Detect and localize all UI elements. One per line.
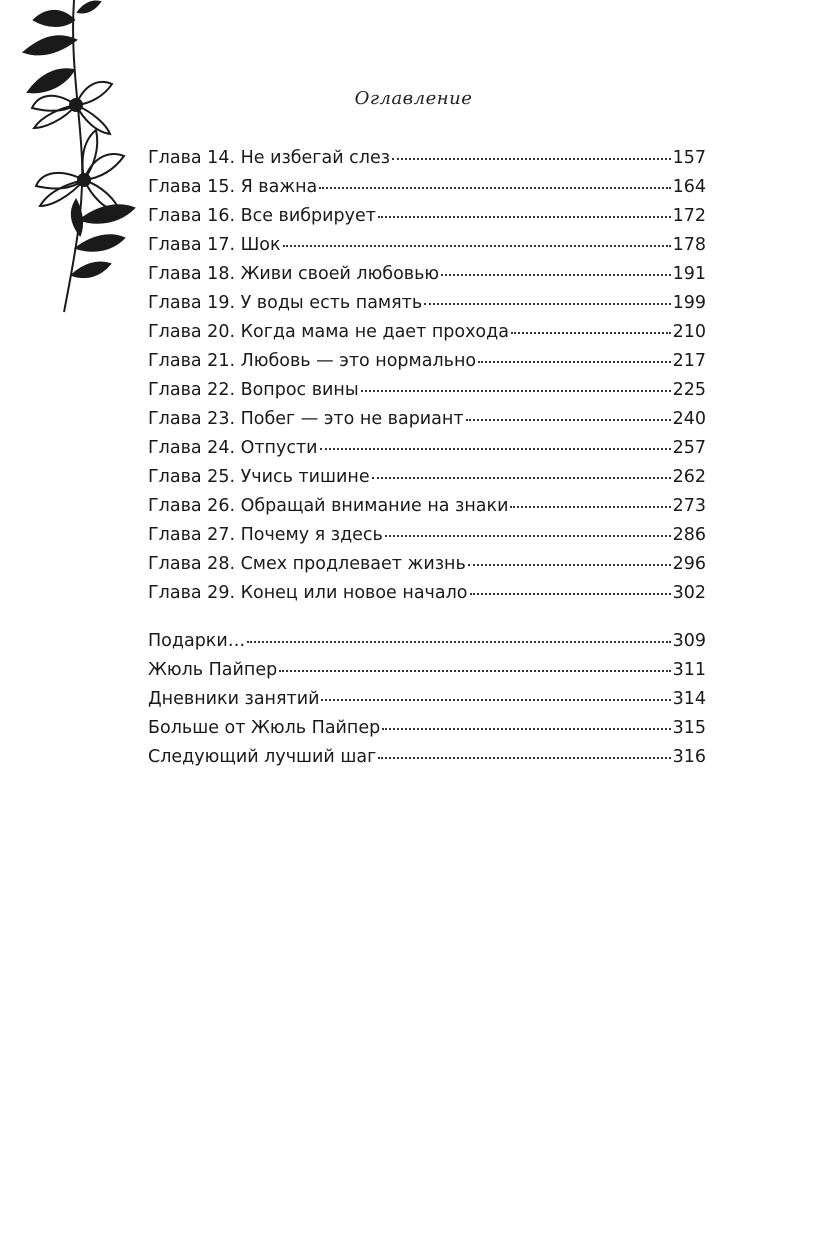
entry-page: 315 bbox=[672, 718, 706, 738]
dot-leader bbox=[247, 641, 670, 643]
dot-leader bbox=[378, 757, 670, 759]
toc-entry[interactable] bbox=[148, 144, 706, 173]
entry-page: 157 bbox=[672, 148, 706, 168]
entry-label: Глава 17. Шок bbox=[148, 235, 281, 255]
entry-label: Глава 25. Учись тишине bbox=[148, 467, 370, 487]
entry-label: Глава 29. Конец или новое начало bbox=[148, 583, 468, 603]
dot-leader bbox=[372, 477, 671, 479]
entry-page: 273 bbox=[672, 496, 706, 516]
entry-label: Глава 19. У воды есть память bbox=[148, 293, 423, 313]
toc-entry[interactable] bbox=[148, 289, 706, 318]
entry-page: 164 bbox=[672, 177, 706, 197]
dot-leader bbox=[385, 535, 671, 537]
toc-entry[interactable] bbox=[148, 656, 706, 685]
extras-list bbox=[148, 627, 706, 772]
toc-entry[interactable] bbox=[148, 714, 706, 743]
entry-label: Подарки… bbox=[148, 631, 246, 651]
floral-branch-icon bbox=[14, 0, 144, 320]
entry-label: Глава 20. Когда мама не дает прохода bbox=[148, 322, 509, 342]
toc-entry[interactable] bbox=[148, 579, 706, 608]
dot-leader bbox=[392, 158, 671, 160]
entry-label: Глава 24. Отпусти bbox=[148, 438, 318, 458]
chapter-list bbox=[148, 144, 706, 608]
toc-entry[interactable] bbox=[148, 173, 706, 202]
entry-page: 314 bbox=[672, 689, 706, 709]
toc-entry[interactable] bbox=[148, 685, 706, 714]
toc-title: Оглавление bbox=[354, 88, 473, 109]
toc-entry[interactable] bbox=[148, 492, 706, 521]
entry-label: Глава 22. Вопрос вины bbox=[148, 380, 359, 400]
entry-label: Глава 26. Обращай внимание на знаки bbox=[148, 496, 509, 516]
entry-page: 309 bbox=[672, 631, 706, 651]
entry-label: Глава 16. Все вибрирует bbox=[148, 206, 376, 226]
toc-entry[interactable] bbox=[148, 231, 706, 260]
entry-page: 172 bbox=[672, 206, 706, 226]
toc-entry[interactable] bbox=[148, 405, 706, 434]
toc-entry[interactable] bbox=[148, 463, 706, 492]
entry-label: Дневники занятий bbox=[148, 689, 320, 709]
dot-leader bbox=[320, 448, 671, 450]
entry-label: Глава 15. Я важна bbox=[148, 177, 318, 197]
entry-page: 286 bbox=[672, 525, 706, 545]
toc-entry[interactable] bbox=[148, 550, 706, 579]
toc-entry[interactable] bbox=[148, 743, 706, 772]
entry-label: Глава 23. Побег — это не вариант bbox=[148, 409, 464, 429]
entry-page: 311 bbox=[672, 660, 706, 680]
dot-leader bbox=[361, 390, 671, 392]
dot-leader bbox=[470, 593, 671, 595]
entry-page: 262 bbox=[672, 467, 706, 487]
dot-leader bbox=[466, 419, 671, 421]
toc-entry[interactable] bbox=[148, 376, 706, 405]
dot-leader bbox=[441, 274, 670, 276]
dot-leader bbox=[424, 303, 670, 305]
dot-leader bbox=[510, 506, 670, 508]
entry-label: Глава 21. Любовь — это нормально bbox=[148, 351, 477, 371]
entry-label: Глава 28. Смех продлевает жизнь bbox=[148, 554, 466, 574]
dot-leader bbox=[382, 728, 670, 730]
dot-leader bbox=[511, 332, 671, 334]
dot-leader bbox=[279, 670, 670, 672]
entry-page: 240 bbox=[672, 409, 706, 429]
entry-label: Глава 18. Живи своей любовью bbox=[148, 264, 440, 284]
entry-label: Глава 27. Почему я здесь bbox=[148, 525, 383, 545]
entry-label: Следующий лучший шаг bbox=[148, 747, 377, 767]
entry-label: Глава 14. Не избегай слез bbox=[148, 148, 391, 168]
toc-entry[interactable] bbox=[148, 202, 706, 231]
entry-label: Жюль Пайпер bbox=[148, 660, 278, 680]
dot-leader bbox=[468, 564, 671, 566]
entry-label: Больше от Жюль Пайпер bbox=[148, 718, 381, 738]
toc-entry[interactable] bbox=[148, 260, 706, 289]
toc-entry[interactable] bbox=[148, 434, 706, 463]
dot-leader bbox=[378, 216, 671, 218]
entry-page: 178 bbox=[672, 235, 706, 255]
entry-page: 217 bbox=[672, 351, 706, 371]
entry-page: 316 bbox=[672, 747, 706, 767]
entry-page: 302 bbox=[672, 583, 706, 603]
toc-entry[interactable] bbox=[148, 627, 706, 656]
entry-page: 257 bbox=[672, 438, 706, 458]
entry-page: 225 bbox=[672, 380, 706, 400]
dot-leader bbox=[478, 361, 670, 363]
toc-entry[interactable] bbox=[148, 347, 706, 376]
toc-entry[interactable] bbox=[148, 521, 706, 550]
dot-leader bbox=[319, 187, 670, 189]
entry-page: 210 bbox=[672, 322, 706, 342]
entry-page: 191 bbox=[672, 264, 706, 284]
dot-leader bbox=[283, 245, 671, 247]
entry-page: 296 bbox=[672, 554, 706, 574]
dot-leader bbox=[321, 699, 670, 701]
entry-page: 199 bbox=[672, 293, 706, 313]
toc-entry[interactable] bbox=[148, 318, 706, 347]
